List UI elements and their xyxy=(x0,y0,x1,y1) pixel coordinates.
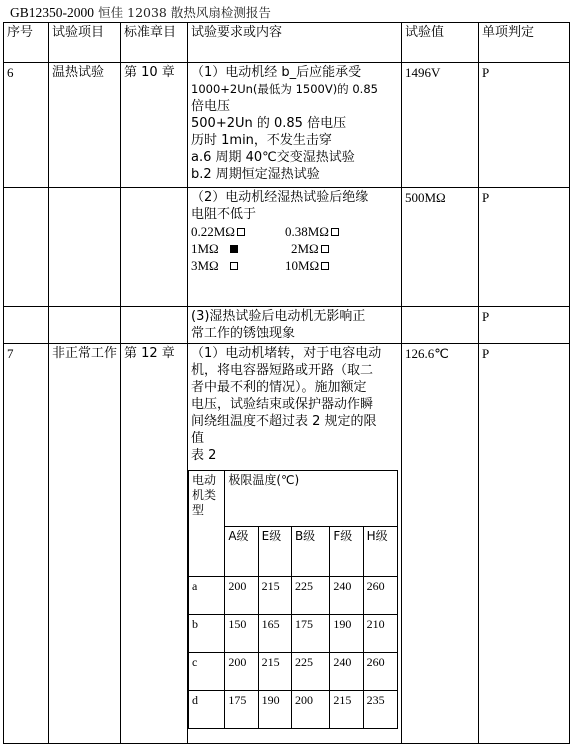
table-row xyxy=(4,188,570,307)
row-no xyxy=(4,307,49,344)
req-line: 间绕组温度不超过表 2 规定的限 xyxy=(191,414,377,429)
table-header-row xyxy=(4,23,570,63)
insulation-class: F级 xyxy=(330,527,363,577)
row-verdict: P xyxy=(479,188,570,307)
row-chapter: 第 12 章 xyxy=(121,344,188,744)
row-item xyxy=(49,307,121,344)
req-line: 500+2Un 的 0.85 倍电压 xyxy=(191,116,347,131)
option-checkbox[interactable] xyxy=(321,245,329,253)
col-header-item: 试验项目 xyxy=(49,23,121,63)
standard-code: GB12350-2000 xyxy=(10,5,94,20)
insulation-class: A级 xyxy=(225,527,258,577)
row-no xyxy=(4,188,49,307)
req-line: (3)湿热试验后电动机无影响正 xyxy=(191,309,366,324)
limit-row: a 200 215 225 240 260 xyxy=(189,577,398,615)
resistance-option-row xyxy=(191,240,398,257)
req-line: a.6 周期 40℃交变湿热试验 xyxy=(191,150,355,165)
req-line: b.2 周期恒定湿热试验 xyxy=(191,167,320,182)
row-value: 126.6℃ xyxy=(402,344,479,744)
option-checkbox[interactable] xyxy=(237,228,245,236)
req-line: 电压，试验结束或保护器动作瞬 xyxy=(191,397,374,412)
resistance-option-row xyxy=(191,257,398,274)
resistance-option: 0.22MΩ xyxy=(191,223,285,240)
req-line: 电阻不低于 xyxy=(191,207,257,222)
report-header xyxy=(10,3,271,21)
row-verdict: P xyxy=(479,63,570,188)
req-line: （2）电动机经湿热试验后绝缘 xyxy=(191,190,369,205)
row-no: 7 xyxy=(4,344,49,744)
resistance-option: 0.38MΩ xyxy=(285,224,339,239)
row-requirement xyxy=(188,188,402,307)
limit-row: d 175 190 200 215 235 xyxy=(189,691,398,729)
req-line: 历时 1min，不发生击穿 xyxy=(191,133,332,148)
limit-row: b 150 165 175 190 210 xyxy=(189,615,398,653)
resistance-option: 3MΩ xyxy=(191,257,285,274)
limit-row: c 200 215 225 240 260 xyxy=(189,653,398,691)
table-row xyxy=(4,63,570,188)
insulation-class: B级 xyxy=(291,527,329,577)
option-checkbox[interactable] xyxy=(321,262,329,270)
option-checkbox[interactable] xyxy=(230,262,238,270)
row-requirement xyxy=(188,307,402,344)
req-line: 倍电压 xyxy=(191,99,231,114)
row-item: 非正常工作 xyxy=(49,344,121,744)
req-line: （1）电动机经 b_后应能承受 xyxy=(191,65,362,80)
req-line: 常工作的锈蚀现象 xyxy=(191,326,296,341)
row-chapter: 第 10 章 xyxy=(121,63,188,188)
report-title: 恒佳 12038 散热风扇检测报告 xyxy=(98,5,271,20)
table-row xyxy=(4,307,570,344)
req-line: 值 xyxy=(191,431,205,446)
option-checkbox[interactable] xyxy=(331,228,339,236)
req-line: 表 2 xyxy=(191,448,217,463)
row-chapter xyxy=(121,307,188,344)
row-value: 500MΩ xyxy=(402,188,479,307)
row-value: 1496V xyxy=(402,63,479,188)
test-report-table xyxy=(3,22,570,744)
req-line: 机，将电容器短路或开路（取二 xyxy=(191,363,374,378)
table-row xyxy=(4,344,570,744)
row-verdict: P xyxy=(479,307,570,344)
col-header-requirement: 试验要求或内容 xyxy=(188,23,402,63)
temperature-limit-header: 极限温度(℃) xyxy=(225,471,398,527)
row-no: 6 xyxy=(4,63,49,188)
insulation-class: E级 xyxy=(258,527,291,577)
resistance-option: 10MΩ xyxy=(285,258,329,273)
col-header-verdict: 单项判定 xyxy=(479,23,570,63)
row-verdict: P xyxy=(479,344,570,744)
req-line: 1000+2Un(最低为 1500V)的 0.85 xyxy=(191,82,378,96)
resistance-option: 1MΩ xyxy=(191,240,291,257)
col-header-chapter: 标准章目 xyxy=(121,23,188,63)
row-item xyxy=(49,188,121,307)
option-checkbox-checked[interactable] xyxy=(230,245,238,253)
row-item: 温热试验 xyxy=(49,63,121,188)
row-value xyxy=(402,307,479,344)
col-header-no: 序号 xyxy=(4,23,49,63)
req-line: （1）电动机堵转，对于电容电动 xyxy=(191,346,382,361)
insulation-class: H级 xyxy=(363,527,397,577)
req-line: 者中最不利的情况）。施加额定 xyxy=(191,380,367,395)
temperature-limit-table xyxy=(188,470,398,729)
row-requirement xyxy=(188,63,402,188)
col-header-value: 试验值 xyxy=(402,23,479,63)
row-requirement xyxy=(188,344,402,744)
resistance-option-row xyxy=(191,223,398,240)
motor-type-header: 电动机类型 xyxy=(189,471,225,577)
row-chapter xyxy=(121,188,188,307)
resistance-option: 2MΩ xyxy=(291,241,329,256)
